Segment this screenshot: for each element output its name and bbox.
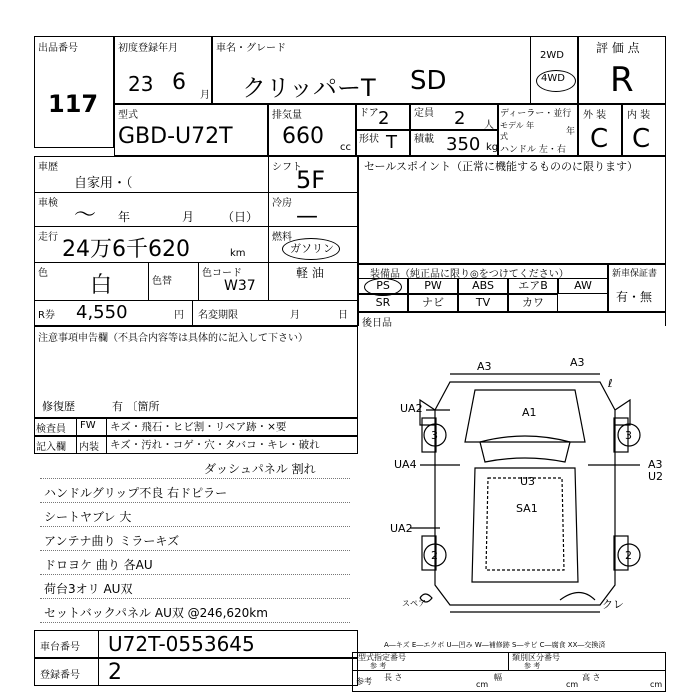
mileage-value: 24万6千620 <box>62 237 190 262</box>
equipment-cell: AW <box>558 278 608 294</box>
label-spare: スペア <box>402 599 426 608</box>
interior-items: キズ・汚れ・コゲ・穴・タバコ・キレ・破れ <box>110 439 320 451</box>
height-unit: cm <box>650 680 663 689</box>
reg-year: 23 <box>128 72 154 96</box>
fuel-diesel: 軽 油 <box>296 266 324 280</box>
label-ua4: UA4 <box>394 458 417 471</box>
color-code-value: W37 <box>224 278 256 294</box>
shift-label: シフト <box>272 162 302 173</box>
drive-2wd: 2WD <box>540 50 564 61</box>
note-rule <box>40 550 350 551</box>
doors-value: 2 <box>378 108 390 129</box>
recycle-label: R券 <box>38 310 55 321</box>
rating-label: 評 価 点 <box>596 41 640 55</box>
model-year-label: モデル 年式 <box>500 121 535 141</box>
equipment-cell: PW <box>408 278 458 294</box>
capacity-label: 定員 <box>414 108 434 119</box>
width-unit: cm <box>566 680 579 689</box>
label-ua2-bottom: UA2 <box>390 522 413 535</box>
equipment-cell: PS <box>358 278 408 294</box>
registration-value: 2 <box>108 660 122 685</box>
handle-label: ハンドル 左・右 <box>500 145 566 155</box>
interior-row-label: 内装 <box>79 442 99 453</box>
grade-value: SD <box>410 66 447 96</box>
width-label: 幅 <box>494 673 502 682</box>
frame-label: 車台番号 <box>40 642 80 653</box>
note-line: シートヤブレ 大 <box>44 510 132 524</box>
divider <box>34 300 358 301</box>
label-tool: ℓ <box>608 377 613 390</box>
car-damage-diagram <box>380 350 670 620</box>
equipment-label: 装備品（純正品に限り◎をつけてください） <box>370 269 569 280</box>
color-code-label: 色コード <box>202 268 242 279</box>
note-line: ダッシュパネル 割れ <box>204 462 316 476</box>
rear-items-label: 後日品 <box>362 318 392 329</box>
shift-value: 5F <box>296 166 326 194</box>
expiry-day: 日 <box>338 310 348 321</box>
type-value: GBD-U72T <box>118 124 233 149</box>
note-line: ハンドルグリップ不良 右ドピラー <box>44 486 228 500</box>
type-designation-ref: 参 考 <box>370 662 387 670</box>
note-rule <box>40 574 350 575</box>
divider <box>352 670 666 671</box>
label-a3-top-right: A3 <box>570 356 585 369</box>
divider <box>76 418 77 454</box>
note-rule <box>40 502 350 503</box>
note-line: セットバックパネル AU双 @246,620km <box>44 606 268 620</box>
label-u2-right: U2 <box>648 470 664 483</box>
reg-date-label: 初度登録年月 <box>118 43 178 54</box>
divider <box>192 300 193 326</box>
divider <box>508 652 509 670</box>
registration-row <box>34 658 358 686</box>
fuel-gasoline: ガソリン <box>290 242 334 255</box>
category-ref: 参 考 <box>524 662 541 670</box>
load-label: 積載 <box>414 134 434 145</box>
dealer-label: ディーラー・並行 <box>500 109 572 119</box>
circle-2-right-label: 2 <box>625 549 632 562</box>
color-label: 色 <box>38 268 48 279</box>
divider <box>198 262 199 300</box>
displacement-unit: cc <box>340 142 351 153</box>
registration-label: 登録番号 <box>40 670 80 681</box>
inspector-label: 検査員 <box>36 424 66 435</box>
expiry-month: 月 <box>290 310 300 321</box>
car-history-value: 自家用・（ <box>74 176 133 191</box>
capacity-value: 2 <box>454 108 466 129</box>
circle-3-right-label: 3 <box>625 429 632 442</box>
capacity-unit: 人 <box>484 120 494 131</box>
note-line: アンテナ曲り ミラーキズ <box>44 534 180 548</box>
doors-label: ドア <box>359 108 379 119</box>
car-history-label: 車歴 <box>38 162 58 173</box>
inspection-day: （日） <box>222 210 259 224</box>
ac-value: — <box>296 204 318 229</box>
circle-2-left-label: 2 <box>431 549 438 562</box>
warranty-label: 新車保証書 <box>612 269 658 279</box>
ac-label: 冷房 <box>272 198 292 209</box>
inspection-mark: 〜 <box>74 203 97 228</box>
tool-mark <box>560 593 595 601</box>
model-name-label: 車名・グレード <box>216 43 286 54</box>
damage-legend: A―キズ E―エクボ U―凹み W―補修跡 S―サビ C―腐食 XX―交換済 <box>384 641 606 649</box>
load-value: 350 <box>446 134 481 155</box>
equipment-cell: カワ <box>508 294 558 312</box>
divider <box>268 156 269 300</box>
label-u3: U3 <box>520 475 536 488</box>
equipment-cell: TV <box>458 294 508 312</box>
mileage-label: 走行 <box>38 232 58 243</box>
length-unit: cm <box>476 680 489 689</box>
color-change-label: 色替 <box>152 276 172 287</box>
interior-label: 内 装 <box>627 110 651 121</box>
repair-label: 修復歴 <box>42 400 75 413</box>
rear-items-box <box>358 312 666 326</box>
label-a1: A1 <box>522 406 537 419</box>
label-a3-right: A3 <box>648 458 663 471</box>
note-rule <box>40 526 350 527</box>
drive-4wd: 4WD <box>541 73 565 84</box>
windshield <box>480 436 570 462</box>
bed-inner <box>486 478 564 570</box>
label-ua2-top: UA2 <box>400 402 423 415</box>
shape-label: 形状 <box>359 134 379 145</box>
model-name-value: クリッパーT <box>242 74 376 102</box>
note-rule <box>40 622 350 623</box>
label-ku: クレ <box>602 598 624 611</box>
height-label: 高 さ <box>582 673 601 682</box>
model-year-unit: 年 <box>566 127 576 137</box>
mileage-unit: km <box>230 248 246 259</box>
expiry-label: 名変期限 <box>198 310 238 321</box>
reg-month: 6 <box>172 70 186 95</box>
label-sa1: SA1 <box>516 502 538 515</box>
inspection-year: 年 <box>118 210 131 224</box>
displacement-value: 660 <box>282 124 324 149</box>
shape-value: T <box>386 132 397 153</box>
equipment-cell: ナビ <box>408 294 458 312</box>
recycle-unit: 円 <box>174 310 184 321</box>
lot-number-label: 出品番号 <box>38 43 78 54</box>
note-rule <box>40 598 350 599</box>
lot-number-value: 117 <box>48 90 99 118</box>
inspection-label: 車検 <box>38 198 58 209</box>
recorder-label: 記入欄 <box>36 442 66 453</box>
load-unit: kg <box>486 142 499 153</box>
ps-circle <box>364 278 402 296</box>
color-value: 白 <box>90 273 113 298</box>
frame-value: U72T-0553645 <box>108 632 255 656</box>
divider <box>106 418 107 454</box>
notes-label: 注意事項申告欄（不具合内容等は具体的に記入して下さい） <box>38 333 308 344</box>
exterior-value: C <box>590 124 609 154</box>
equipment-cell: SR <box>358 294 408 312</box>
type-label: 型式 <box>118 110 138 121</box>
dims-label: 参考 <box>356 677 372 686</box>
length-label: 長 さ <box>384 673 403 682</box>
divider <box>98 630 99 686</box>
inspection-month: 月 <box>182 210 195 224</box>
note-rule <box>40 478 350 479</box>
equipment-cell: エアB <box>508 278 558 294</box>
interior-value: C <box>632 124 651 154</box>
equipment-cell: ABS <box>458 278 508 294</box>
exterior-label: 外 装 <box>583 110 607 121</box>
category-label: 類別区分番号 <box>512 653 560 662</box>
fw-label: FW <box>80 420 96 431</box>
displacement-label: 排気量 <box>272 110 302 121</box>
note-line: 荷台3オリ AU双 <box>44 582 133 596</box>
recycle-value: 4,550 <box>76 302 128 323</box>
fuel-label: 燃料 <box>272 232 292 243</box>
circle-3-left-label: 3 <box>431 429 438 442</box>
type-designation-label: 型式指定番号 <box>358 653 406 662</box>
divider <box>148 262 149 300</box>
label-a3-top-left: A3 <box>477 360 492 373</box>
warranty-value: 有・無 <box>616 290 653 304</box>
fw-items: キズ・飛石・ヒビ割・リペア跡・×要 <box>110 421 287 433</box>
note-line: ドロヨケ 曲り 各AU <box>44 558 153 572</box>
repair-value: 有 〔箇所 <box>112 400 160 413</box>
rating-value: R <box>610 60 634 100</box>
sales-point-label: セールスポイント（正常に機能するもののに限ります） <box>364 160 639 173</box>
reg-month-unit: 月 <box>200 90 210 101</box>
